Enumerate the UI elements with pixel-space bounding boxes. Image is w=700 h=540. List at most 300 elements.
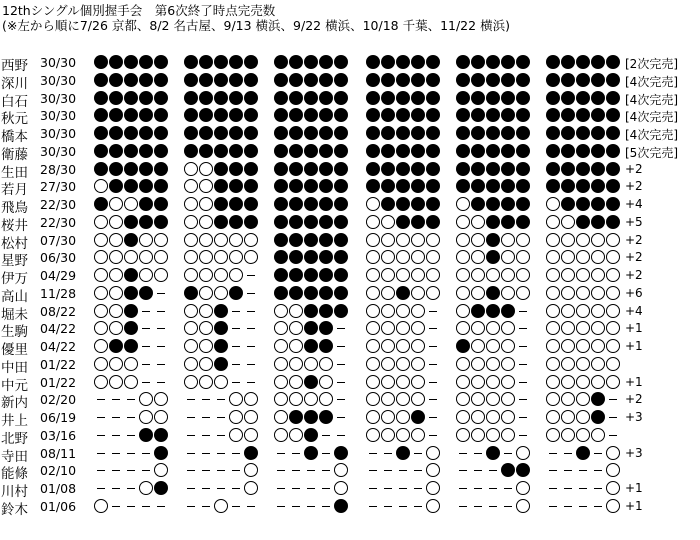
sold-out-slot [471,304,485,318]
sold-out-slot [319,410,333,424]
sold-out-slot [366,126,380,140]
available-slot [124,250,138,264]
available-slot [516,286,530,300]
sold-out-slot [471,162,485,176]
available-slot [199,339,213,353]
no-slot [456,463,470,477]
sold-out-slot [154,428,168,442]
available-slot [576,339,590,353]
member-name: 井上 [1,413,28,429]
sold-out-slot [561,126,575,140]
available-slot [516,481,530,495]
sold-out-slot [456,55,470,69]
sold-out-slot [319,215,333,229]
no-slot [274,481,288,495]
sold-out-slot [366,55,380,69]
available-slot [139,410,153,424]
sold-out-slot [139,215,153,229]
no-slot [561,463,575,477]
available-slot [501,250,515,264]
available-slot [546,268,560,282]
sold-out-slot [334,446,348,460]
sold-out-slot [334,286,348,300]
available-slot [94,375,108,389]
sold-out-slot [486,162,500,176]
available-slot [381,410,395,424]
sold-out-slot [411,91,425,105]
no-slot [229,499,243,513]
member-row [0,213,700,234]
available-slot [184,197,198,211]
sold-out-slot [456,162,470,176]
member-name: 堀未 [1,306,28,323]
sold-out-slot [139,162,153,176]
sold-out-slot [606,108,620,122]
no-slot [561,481,575,495]
available-slot [546,286,560,300]
available-slot [274,304,288,318]
available-slot [199,215,213,229]
no-slot [501,446,515,460]
member-name: 白石 [1,93,28,110]
sold-out-slot [184,286,198,300]
available-slot [334,463,348,477]
sold-out-slot [411,108,425,122]
sold-out-slot [244,446,258,460]
available-slot [366,197,380,211]
available-slot [576,286,590,300]
sold-out-slot [289,268,303,282]
sold-out-slot [244,162,258,176]
sold-out-slot [516,144,530,158]
sold-out-slot [411,179,425,193]
available-slot [109,268,123,282]
sold-out-slot [289,410,303,424]
available-slot [546,410,560,424]
available-slot [396,304,410,318]
no-slot [229,321,243,335]
sold-out-slot [411,215,425,229]
member-row [0,497,700,518]
sold-out-slot [139,428,153,442]
sold-out-slot [289,108,303,122]
available-slot [411,375,425,389]
sold-out-slot [576,179,590,193]
available-slot [229,392,243,406]
no-slot [274,499,288,513]
member-score: 30/30 [40,126,77,141]
available-slot [471,233,485,247]
available-slot [109,197,123,211]
available-slot [109,215,123,229]
sold-out-slot [319,144,333,158]
no-slot [411,499,425,513]
member-score: 01/06 [40,498,77,514]
sold-out-slot [426,91,440,105]
available-slot [576,357,590,371]
member-note: +3 [625,445,643,460]
sold-out-slot [319,286,333,300]
no-slot [289,463,303,477]
no-slot [381,499,395,513]
sold-out-slot [561,91,575,105]
member-score: 07/30 [40,232,77,248]
member-name: 優里 [1,342,28,358]
sold-out-slot [214,55,228,69]
sold-out-slot [244,179,258,193]
available-slot [546,197,560,211]
available-slot [501,321,515,335]
available-slot [244,233,258,247]
no-slot [244,268,258,282]
sold-out-slot [214,339,228,353]
sold-out-slot [486,250,500,264]
available-slot [576,410,590,424]
sold-out-slot [244,215,258,229]
sold-out-slot [199,144,213,158]
no-slot [229,463,243,477]
available-slot [366,215,380,229]
sold-out-slot [334,179,348,193]
sold-out-slot [214,197,228,211]
sold-out-slot [606,55,620,69]
sold-out-slot [304,250,318,264]
sold-out-slot [501,91,515,105]
available-slot [471,215,485,229]
sold-out-slot [289,55,303,69]
sold-out-slot [124,304,138,318]
sold-out-slot [606,126,620,140]
available-slot [289,339,303,353]
available-slot [546,392,560,406]
no-slot [199,392,213,406]
no-slot [94,392,108,406]
sold-out-slot [334,162,348,176]
sold-out-slot [426,197,440,211]
available-slot [606,233,620,247]
available-slot [501,268,515,282]
sold-out-slot [124,233,138,247]
available-slot [426,250,440,264]
no-slot [561,499,575,513]
sold-out-slot [456,126,470,140]
member-row [0,355,700,376]
member-note: +6 [625,285,643,300]
member-note: +4 [625,303,643,318]
no-slot [289,446,303,460]
member-score: 22/30 [40,214,77,230]
available-slot [154,250,168,264]
sold-out-slot [139,91,153,105]
sold-out-slot [274,197,288,211]
sold-out-slot [124,268,138,282]
available-slot [471,392,485,406]
sold-out-slot [274,162,288,176]
available-slot [456,304,470,318]
sold-out-slot [319,339,333,353]
available-slot [561,250,575,264]
member-note: +2 [625,250,643,265]
available-slot [471,428,485,442]
sold-out-slot [304,215,318,229]
sold-out-slot [229,215,243,229]
sold-out-slot [124,321,138,335]
sold-out-slot [381,179,395,193]
sold-out-slot [304,179,318,193]
available-slot [366,304,380,318]
sold-out-slot [501,463,515,477]
available-slot [486,321,500,335]
sold-out-slot [501,73,515,87]
sold-out-slot [576,162,590,176]
available-slot [274,321,288,335]
sold-out-slot [289,162,303,176]
available-slot [109,321,123,335]
available-slot [516,233,530,247]
sold-out-slot [546,179,560,193]
available-slot [274,339,288,353]
available-slot [516,268,530,282]
sold-out-slot [516,108,530,122]
no-slot [184,446,198,460]
no-slot [591,446,605,460]
no-slot [471,446,485,460]
sold-out-slot [334,304,348,318]
available-slot [289,321,303,335]
available-slot [411,339,425,353]
sold-out-slot [229,91,243,105]
available-slot [576,304,590,318]
no-slot [516,304,530,318]
sold-out-slot [139,286,153,300]
no-slot [229,304,243,318]
member-row [0,231,700,252]
available-slot [154,392,168,406]
sold-out-slot [606,144,620,158]
member-note: [4次完売] [625,128,678,142]
available-slot [184,375,198,389]
member-score: 02/10 [40,463,77,479]
member-score: 30/30 [40,108,77,124]
no-slot [516,357,530,371]
no-slot [381,463,395,477]
available-slot [304,392,318,406]
available-slot [591,339,605,353]
no-slot [334,357,348,371]
no-slot [124,428,138,442]
member-name: 衛藤 [1,146,28,163]
available-slot [606,375,620,389]
available-slot [199,233,213,247]
no-slot [154,375,168,389]
available-slot [244,392,258,406]
sold-out-slot [516,126,530,140]
page-subtitle: (※左から順に7/26 京都、8/2 名古屋、9/13 横浜、9/22 横浜、10/18 千葉、11/22 横浜) [2,18,510,33]
available-slot [486,410,500,424]
sold-out-slot [274,126,288,140]
member-row [0,71,700,92]
sold-out-slot [304,73,318,87]
sold-out-slot [304,233,318,247]
member-row [0,89,700,110]
no-slot [546,463,560,477]
sold-out-slot [486,197,500,211]
sold-out-slot [214,215,228,229]
no-slot [124,499,138,513]
sold-out-slot [94,55,108,69]
sold-out-slot [591,179,605,193]
available-slot [396,250,410,264]
no-slot [576,481,590,495]
sold-out-slot [576,91,590,105]
no-slot [274,446,288,460]
no-slot [244,375,258,389]
no-slot [606,410,620,424]
sold-out-slot [486,304,500,318]
sold-out-slot [471,144,485,158]
member-name: 飛鳥 [1,200,28,216]
no-slot [109,446,123,460]
sold-out-slot [486,233,500,247]
available-slot [561,375,575,389]
sold-out-slot [501,55,515,69]
sold-out-slot [94,73,108,87]
sold-out-slot [576,197,590,211]
member-name: 鈴木 [1,501,28,518]
sold-out-slot [304,144,318,158]
sold-out-slot [561,55,575,69]
sold-out-slot [516,55,530,69]
no-slot [334,428,348,442]
sold-out-slot [501,215,515,229]
no-slot [546,499,560,513]
available-slot [606,268,620,282]
available-slot [289,304,303,318]
available-slot [396,357,410,371]
no-slot [516,410,530,424]
sold-out-slot [591,73,605,87]
no-slot [139,499,153,513]
available-slot [184,357,198,371]
available-slot [591,321,605,335]
no-slot [561,446,575,460]
available-slot [546,375,560,389]
available-slot [561,321,575,335]
sold-out-slot [214,73,228,87]
available-slot [244,250,258,264]
sold-out-slot [396,197,410,211]
sold-out-slot [381,108,395,122]
member-note: +2 [625,179,643,194]
available-slot [606,339,620,353]
sold-out-slot [396,126,410,140]
available-slot [199,304,213,318]
available-slot [199,286,213,300]
member-name: 松村 [1,235,28,252]
sold-out-slot [546,162,560,176]
available-slot [606,499,620,513]
sold-out-slot [139,55,153,69]
available-slot [214,375,228,389]
member-note: +2 [625,161,643,176]
member-row [0,390,700,412]
available-slot [289,392,303,406]
available-slot [456,357,470,371]
available-slot [591,428,605,442]
no-slot [486,463,500,477]
available-slot [139,481,153,495]
sold-out-slot [214,108,228,122]
available-slot [366,357,380,371]
sold-out-slot [124,144,138,158]
member-row [0,124,700,145]
member-name: 高山 [1,288,28,305]
sold-out-slot [199,108,213,122]
sold-out-slot [214,304,228,318]
sold-out-slot [274,73,288,87]
no-slot [289,499,303,513]
sold-out-slot [304,91,318,105]
available-slot [606,446,620,460]
sold-out-slot [244,144,258,158]
sold-out-slot [546,55,560,69]
available-slot [546,428,560,442]
member-name: 伊万 [1,271,28,287]
sold-out-slot [546,73,560,87]
member-row [0,266,700,287]
available-slot [561,304,575,318]
available-slot [274,375,288,389]
no-slot [501,499,515,513]
sold-out-slot [591,410,605,424]
available-slot [381,250,395,264]
available-slot [199,162,213,176]
sold-out-slot [576,144,590,158]
no-slot [199,410,213,424]
available-slot [486,357,500,371]
sold-out-slot [426,179,440,193]
available-slot [561,357,575,371]
sold-out-slot [381,73,395,87]
sold-out-slot [486,144,500,158]
member-score: 08/22 [40,303,77,319]
sold-out-slot [396,108,410,122]
sold-out-slot [426,144,440,158]
member-score: 08/11 [40,445,77,461]
sold-out-slot [426,162,440,176]
sold-out-slot [591,91,605,105]
member-score: 02/20 [40,392,77,408]
sold-out-slot [576,215,590,229]
no-slot [109,410,123,424]
sold-out-slot [124,91,138,105]
sold-out-slot [319,179,333,193]
sold-out-slot [486,179,500,193]
no-slot [334,375,348,389]
sold-out-slot [214,321,228,335]
no-slot [304,481,318,495]
available-slot [576,233,590,247]
sold-out-slot [606,91,620,105]
available-slot [94,179,108,193]
member-name: 桜井 [1,217,28,234]
no-slot [426,357,440,371]
available-slot [244,463,258,477]
sold-out-slot [244,55,258,69]
available-slot [591,233,605,247]
no-slot [109,463,123,477]
available-slot [381,268,395,282]
